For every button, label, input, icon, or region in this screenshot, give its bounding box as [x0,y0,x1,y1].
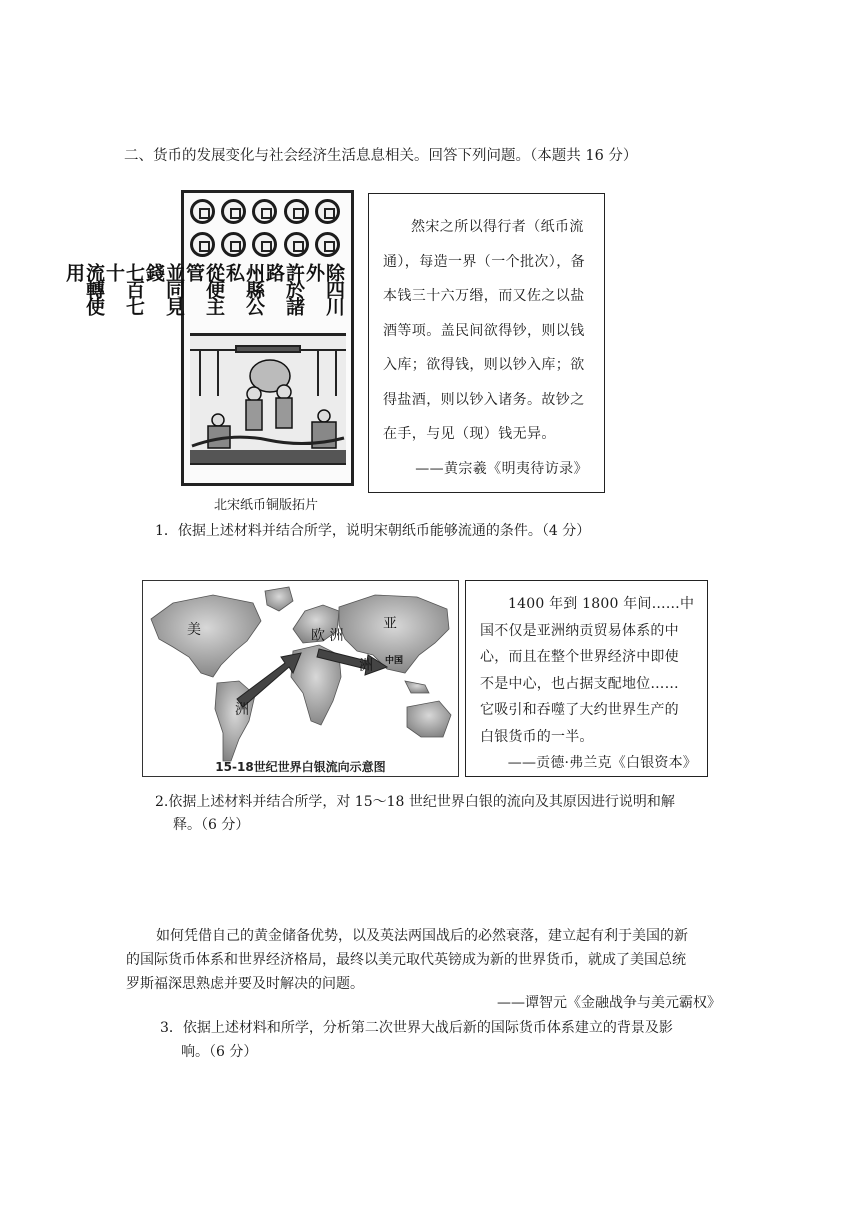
question-3-line-2: 响。（6 分） [181,1044,258,1060]
material-3-source: ——谭智元《金融战争与美元霸权》 [497,995,721,1011]
banknote-text-column: 七百七十 [103,263,145,314]
banknote-text [63,263,345,323]
quote-line: 通），每造一界（一个批次），备 [383,253,585,270]
map-label-asia-top: 亚 [383,616,397,632]
coin-icon [284,232,309,257]
coin-icon [315,199,340,224]
world-map-graphic [143,581,458,776]
quote-line: 酒等项。盖民间欲得钞，则以钱 [383,322,585,339]
quote-line: 本钱三十六万缗，而又佐之以盐 [383,288,585,304]
question-2-line-2: 释。（6 分） [173,817,250,833]
quote-line: 心，而且在整个世界经济中即使 [480,649,679,665]
quote-box-huang [368,193,605,493]
quote-source: ——黄宗羲《明夷待访录》 [415,460,588,477]
map-label-america-top: 美 [187,622,201,638]
banknote-text-column: 流轉使用 [63,263,105,314]
quote-line: 白银货币的一半。 [480,728,594,745]
quote-line: 它吸引和吞噬了大约世界生产的 [480,702,679,718]
map-caption: 15-18世纪世界白银流向示意图 [215,760,386,774]
quote-line: 不是中心，也占据支配地位…… [480,675,679,692]
question-2-line-1: 2.依据上述材料并结合所学，对 15～18 世纪世界白银的流向及其原因进行说明和解 [155,794,675,810]
banknote-coin-row [190,199,346,257]
material-3-paragraph [126,924,746,996]
paragraph-line: 罗斯福深思熟虑并要及时解决的问题。 [126,976,364,992]
quote-line: 国不仅是亚洲纳贡贸易体系的中 [480,622,679,639]
question-1: 1．依据上述材料并结合所学，说明宋朝纸币能够流通的条件。（4 分） [155,523,591,539]
banknote-image [63,190,354,486]
coin-icon [190,199,215,224]
map-label-europe: 欧 洲 [311,628,344,644]
coin-icon [315,232,340,257]
silver-flow-map [142,580,459,777]
coin-icon [221,232,246,257]
paragraph-line: 如何凭借自己的黄金储备优势，以及英法两国战后的必然衰落，建立起有利于美国的新 [156,928,688,944]
map-label-china: 中国 [385,656,404,666]
banknote-text-column: 州縣公私 [223,263,265,314]
banknote-caption: 北宋纸币铜版拓片 [214,498,319,513]
coin-icon [284,199,309,224]
quote-line: 在手，与见（现）钱无异。 [383,426,556,442]
section-heading: 二、货币的发展变化与社会经济生活息息相关。回答下列问题。（本题共 16 分） [124,148,638,164]
coin-icon [252,199,277,224]
coin-icon [252,232,277,257]
banknote-text-column: 並同見錢 [143,263,185,314]
banknote-text-column: 許於諸路 [263,263,305,314]
banknote-scene-illustration [190,333,346,464]
quote-line: 入库；欲得钱，则以钞入库；欲 [383,357,585,373]
quote-source: ——贡德·弗兰克《白银资本》 [507,755,697,771]
quote-line: 得盐酒，则以钞入诸务。故钞之 [383,391,585,408]
map-label-america-bottom: 洲 [235,702,249,718]
banknote-text-column: 從便主管 [183,263,225,314]
paragraph-line: 的国际货币体系和世界经济格局，最终以美元取代英镑成为新的世界货币，就成了美国总统 [126,952,686,968]
banknote-border [190,463,346,479]
coin-icon [221,199,246,224]
map-label-asia-bottom: 洲 [359,658,373,674]
quote-line: 然宋之所以得行者（纸币流 [411,219,584,235]
question-3-line-1: 3．依据上述材料和所学，分析第二次世界大战后新的国际货币体系建立的背景及影 [160,1020,673,1036]
banknote-text-column: 除四川外 [303,263,345,314]
coin-icon [190,232,215,257]
quote-box-frank [465,580,708,777]
quote-line: 1400 年到 1800 年间……中 [508,596,695,612]
